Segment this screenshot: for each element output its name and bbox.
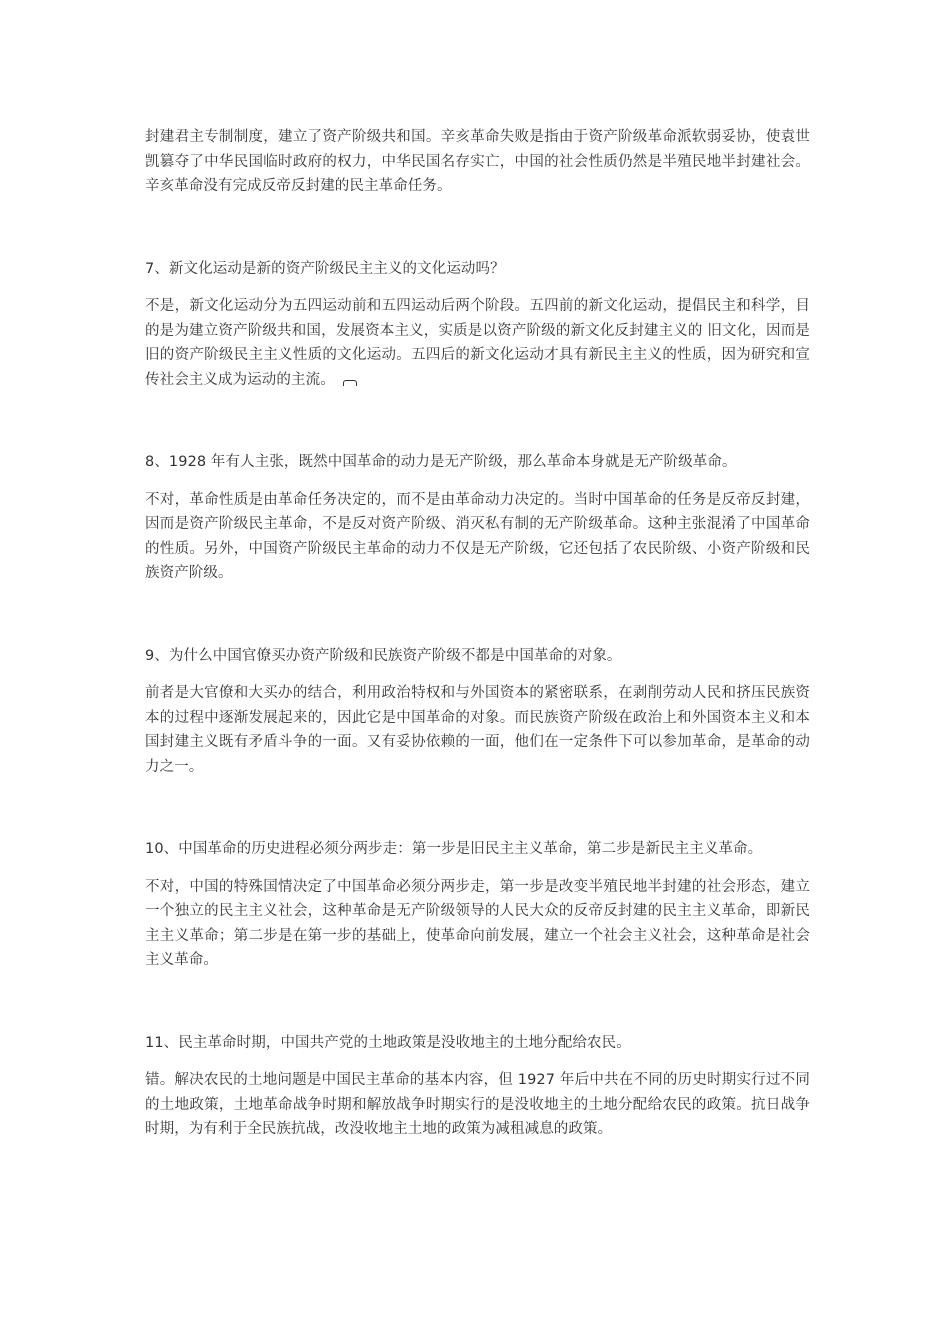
question-7: 7、新文化运动是新的资产阶级民主主义的文化运动吗？: [145, 260, 505, 277]
answer-7: [145, 294, 810, 392]
document-page: [145, 125, 810, 1200]
answer-10: 不对，中国的特殊国情决定了中国革命必须分两步走，第一步是改变半殖民地半封建的社会形态，建立一个独立的民主主义社会，这种革命是无产阶级领导的人民大众的反帝反封建的民主主义革命，即新民主主义革命；第二步是在第一步的基础上，使革命向前发展，建立一个社会主义社会，这种革命是社会主义革命。: [145, 878, 810, 968]
question-10: 10、中国革命的历史进程必须分两步走：第一步是旧民主主义革命，第二步是新民主主义革命。: [145, 841, 763, 857]
question-9: 9、为什么中国官僚买办资产阶级和民族资产阶级不都是中国革命的对象。: [145, 647, 622, 664]
intro-paragraph: 封建君主专制制度，建立了资产阶级共和国。辛亥革命失败是指由于资产阶级革命派软弱妥协，使袁世凯篡夺了中华民国临时政府的权力，中华民国名存实亡，中国的社会性质仍然是半殖民地半封建社会。辛亥革命没有完成反帝反封建的民主革命任务。: [145, 129, 810, 194]
answer-11: 错。解决农民的土地问题是中国民主革命的基本内容，但 1927 年后中共在不同的历史时期实行过不同的土地政策，土地革命战争时期和解放战争时期实行的是没收地主的土地分配给农民的政策。抗日战争时期，为有利于全民族抗战，改没收地主土地的政策为减租减息的政策。: [145, 1072, 810, 1137]
edit-mark-icon: [343, 380, 357, 386]
answer-8: 不对，革命性质是由革命任务决定的，而不是由革命动力决定的。当时中国革命的任务是反帝反封建，因而是资产阶级民主革命，不是反对资产阶级、消灭私有制的无产阶级革命。这种主张混淆了中国革命的性质。另外，中国资产阶级民主革命的动力不仅是无产阶级，它还包括了农民阶级、小资产阶级和民族资产阶级。: [145, 491, 810, 581]
question-11: 11、民主革命时期，中国共产党的土地政策是没收地主的土地分配给农民。: [145, 1034, 631, 1051]
answer-7-text: 不是，新文化运动分为五四运动前和五四运动后两个阶段。五四前的新文化运动，提倡民主和科学，目的是为建立资产阶级共和国，发展资本主义，实质是以资产阶级的新文化反封建主义的 旧文化，因而是旧的资产阶级民主主义性质的文化运动。五四后的新文化运动才具有新民主主义的性质，因为研究和宣传社会主义成为运动的主流。: [145, 298, 810, 388]
answer-9: 前者是大官僚和大买办的结合，利用政治特权和与外国资本的紧密联系，在剥削劳动人民和挤压民族资本的过程中逐渐发展起来的，因此它是中国革命的对象。而民族资产阶级在政治上和外国资本主义和本国封建主义既有矛盾斗争的一面。又有妥协依赖的一面，他们在一定条件下可以参加革命，是革命的动力之一。: [145, 685, 810, 775]
question-8: 8、1928 年有人主张，既然中国革命的动力是无产阶级，那么革命本身就是无产阶级革命。: [145, 454, 737, 470]
